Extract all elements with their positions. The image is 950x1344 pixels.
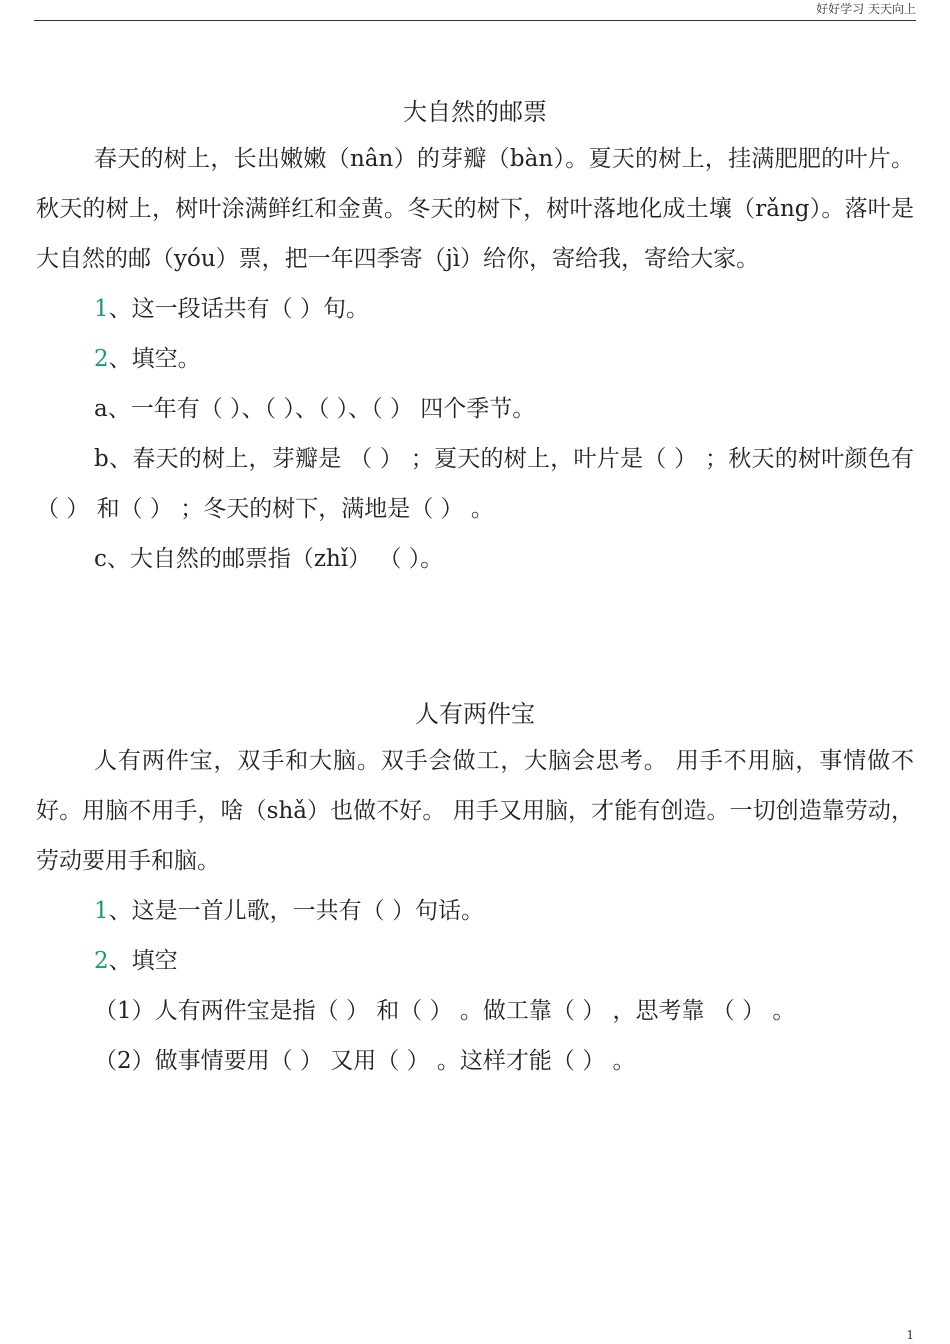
section1-fill-c: c、大自然的邮票指（zhǐ） （ ）。 <box>94 546 444 572</box>
section1-question-2 <box>36 334 914 384</box>
section2-fill-1: （1）人有两件宝是指（ ） 和（ ） 。做工靠（ ） ，思考靠 （ ） 。 <box>94 998 796 1024</box>
question-number: 2 <box>94 346 109 372</box>
section2-question-1 <box>36 886 914 936</box>
section2-title: 人有两件宝 <box>415 700 535 728</box>
section2-fill-2: （2）做事情要用（ ） 又用（ ） 。这样才能（ ） 。 <box>94 1048 636 1074</box>
question-text: 、填空。 <box>108 346 201 372</box>
document-body <box>36 90 914 1086</box>
section1-fill-b: b、春天的树上，芽瓣是 （ ） ；夏天的树上，叶片是（ ） ；秋天的树叶颜色有（ ） 和（ ） ；冬天的树下，满地是（ ） 。 <box>36 446 914 522</box>
section1-question-1 <box>36 284 914 334</box>
section-spacer <box>36 584 914 692</box>
section1-title: 大自然的邮票 <box>403 98 547 126</box>
question-number: 1 <box>94 898 109 924</box>
question-number: 2 <box>94 948 109 974</box>
section1-paragraph: 春天的树上，长出嫩嫩（nân）的芽瓣（bàn）。夏天的树上，挂满肥肥的叶片。秋天的树上，树叶涂满鲜红和金黄。冬天的树下，树叶落地化成土壤（rǎng）。落叶是大自然的邮（yóu）票，把一年四季寄（jì）给你，寄给我，寄给大家。 <box>36 146 914 272</box>
question-number: 1 <box>94 296 109 322</box>
section2-paragraph: 人有两件宝，双手和大脑。双手会做工，大脑会思考。 用手不用脑，事情做不好。用脑不用手，啥（shǎ）也做不好。 用手又用脑，才能有创造。一切创造靠劳动，劳动要用手和脑。 <box>36 748 914 874</box>
header-motto: 好好学习 天天向上 <box>816 2 916 16</box>
question-text: 、这是一首儿歌，一共有（ ）句话。 <box>108 898 484 924</box>
section2-question-2 <box>36 936 914 986</box>
page-header <box>34 0 916 21</box>
section1-fill-a: a、一年有（ ）、（ ）、（ ）、（ ） 四个季节。 <box>94 396 536 422</box>
question-text: 、这一段话共有（ ）句。 <box>108 296 369 322</box>
page-number: 1 <box>906 1328 914 1342</box>
question-text: 、填空 <box>108 948 178 974</box>
